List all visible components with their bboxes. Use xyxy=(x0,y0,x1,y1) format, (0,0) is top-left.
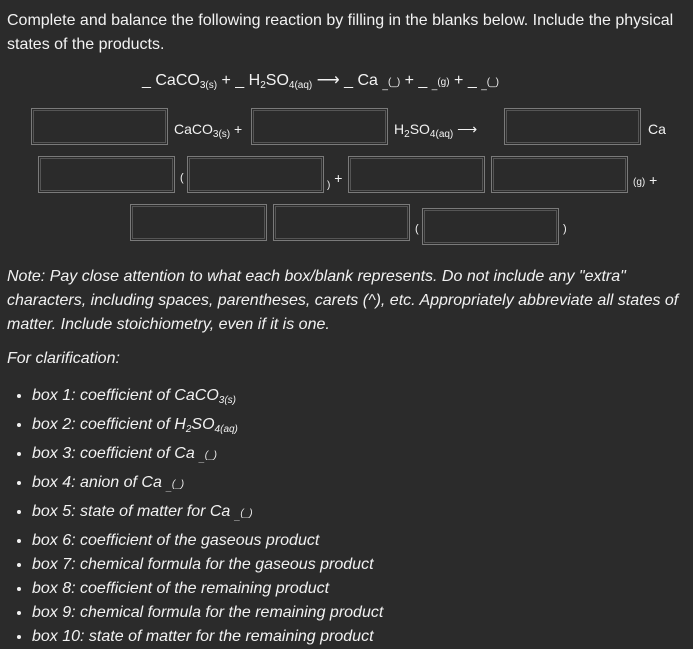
list-item-text: box 6: coefficient of the gaseous product xyxy=(32,532,320,549)
eq-plus: + xyxy=(221,72,231,89)
list-item-text: box 7: chemical formula for the gaseous product xyxy=(32,556,374,573)
eq-plus: + xyxy=(454,72,464,89)
list-item-text: box 1: coefficient of CaCO xyxy=(32,387,219,404)
eq-blank-sub: _ xyxy=(431,80,438,91)
eq-arrow: ⟶ xyxy=(316,72,340,89)
label-h-sub: 2 xyxy=(404,129,410,140)
list-item xyxy=(32,413,383,442)
eq-plus: + xyxy=(404,72,414,89)
list-item xyxy=(32,601,383,625)
list-item-sub: 4(aq) xyxy=(214,424,238,435)
box-5-ca-state[interactable] xyxy=(187,156,324,193)
box-8-remaining-coefficient[interactable] xyxy=(130,204,267,241)
label-h2so4 xyxy=(394,121,477,140)
list-item-state: (_) xyxy=(171,479,185,490)
open-paren: ( xyxy=(180,172,184,184)
eq-last-state: (_) xyxy=(486,77,499,88)
box-4-ca-anion[interactable] xyxy=(38,156,175,193)
list-item-text: box 4: anion of Ca xyxy=(32,474,162,491)
list-item-text: box 8: coefficient of the remaining product xyxy=(32,580,330,597)
eq-blank: _ xyxy=(418,72,428,89)
label-h: H xyxy=(394,121,405,137)
box-7-gas-formula[interactable] xyxy=(491,156,628,193)
list-item xyxy=(32,625,383,649)
open-paren: ( xyxy=(415,223,419,235)
prompt-text: Complete and balance the following reaction by filling in the blanks below. Include the physical states of the products. xyxy=(7,12,674,53)
eq-blank-sub: _ xyxy=(382,80,388,91)
label-caco3-sub: 3(s) xyxy=(212,129,231,140)
eq-h-sub: 2 xyxy=(260,80,266,91)
reaction-equation xyxy=(142,70,499,91)
gas-state: (g) xyxy=(633,177,646,188)
list-item-state: (_) xyxy=(204,450,218,461)
list-item xyxy=(32,553,383,577)
close-paren-plus xyxy=(327,170,342,191)
eq-ca: Ca xyxy=(357,72,378,89)
box-10-remaining-state[interactable] xyxy=(422,208,559,245)
gas-state-plus xyxy=(633,172,657,188)
list-item-blank: _ xyxy=(199,453,205,464)
eq-blank: _ xyxy=(142,72,151,89)
list-item-text: box 2: coefficient of H xyxy=(32,416,186,433)
eq-caco3-sub: 3(s) xyxy=(199,80,218,91)
list-item xyxy=(32,442,383,471)
label-caco3 xyxy=(174,121,242,140)
list-item-text: box 3: coefficient of Ca xyxy=(32,445,195,462)
list-item xyxy=(32,500,383,529)
eq-caco3: CaCO xyxy=(155,72,200,89)
clarification-heading: For clarification: xyxy=(7,350,120,367)
list-item-text: box 10: state of matter for the remaining product xyxy=(32,628,374,645)
eq-so: SO xyxy=(265,72,289,89)
label-plus: + xyxy=(234,121,243,137)
list-item-sub: 3(s) xyxy=(218,395,236,406)
label-caco3-text: CaCO xyxy=(174,121,213,137)
list-item xyxy=(32,529,383,553)
close-paren: ) xyxy=(327,180,331,191)
eq-so-sub: 4(aq) xyxy=(288,80,313,91)
list-item xyxy=(32,471,383,500)
list-item-text: box 5: state of matter for Ca xyxy=(32,503,231,520)
label-so-sub: 4(aq) xyxy=(429,129,454,140)
label-so: SO xyxy=(409,121,430,137)
eq-blank: _ xyxy=(344,72,354,89)
close-paren: ) xyxy=(563,223,567,235)
list-item xyxy=(32,384,383,413)
list-item-sub: 2 xyxy=(185,424,192,435)
list-item-state: (_) xyxy=(240,508,253,519)
clarification-list xyxy=(14,384,383,649)
eq-ca-state: (_) xyxy=(387,77,401,88)
eq-h: H xyxy=(248,72,261,89)
eq-gas-state: (g) xyxy=(437,77,450,88)
list-item xyxy=(32,577,383,601)
box-6-gas-coefficient[interactable] xyxy=(348,156,485,193)
box-9-remaining-formula[interactable] xyxy=(273,204,410,241)
box-2-h2so4-coefficient[interactable] xyxy=(251,108,388,145)
note-text: Note: Pay close attention to what each box/blank represents. Do not include any "extra" characters, including spaces, parentheses, carets (^), etc. Appropriately abbreviate all states of matter. Include stoichiometry, even if it is one. xyxy=(7,268,679,333)
label-plus: + xyxy=(649,172,658,188)
label-plus: + xyxy=(334,170,343,186)
list-item-blank: _ xyxy=(166,482,172,493)
label-arrow: ⟶ xyxy=(457,121,478,137)
eq-blank: _ xyxy=(235,72,245,89)
list-item-text: SO xyxy=(191,416,215,433)
box-3-ca-coefficient[interactable] xyxy=(504,108,641,145)
list-item-blank: _ xyxy=(234,511,241,522)
eq-blank-sub: _ xyxy=(481,80,487,91)
list-item-text: box 9: chemical formula for the remaining product xyxy=(32,604,384,621)
label-ca: Ca xyxy=(648,121,666,137)
eq-blank: _ xyxy=(467,72,477,89)
box-1-caco3-coefficient[interactable] xyxy=(31,108,168,145)
